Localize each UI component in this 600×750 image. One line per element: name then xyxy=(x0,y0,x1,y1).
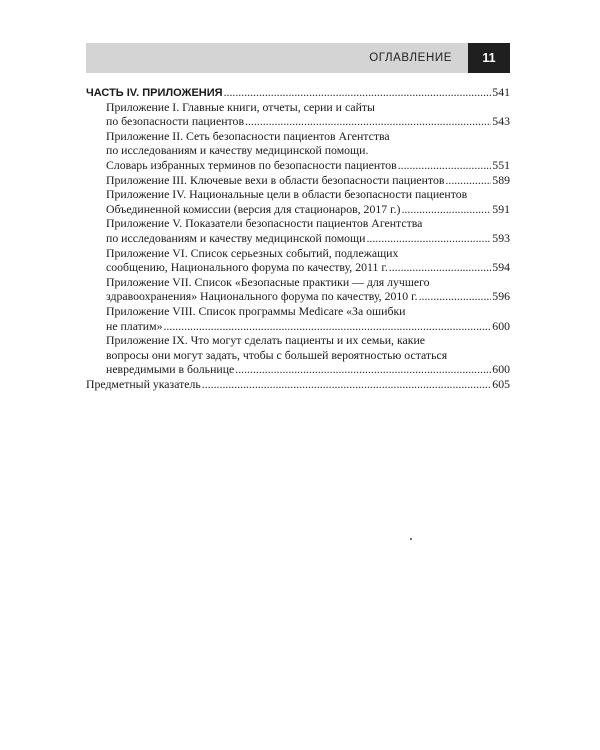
toc-entry-text: невредимыми в больнице xyxy=(106,362,235,377)
toc-page-number: 589 xyxy=(492,172,510,187)
toc-page-number: 596 xyxy=(492,289,510,304)
toc-entry-line[interactable] xyxy=(86,187,510,202)
leader-dots xyxy=(445,173,491,188)
toc-entry-text: Предметный указатель xyxy=(86,376,201,391)
table-of-contents xyxy=(86,85,510,391)
stray-dot-mark xyxy=(410,538,412,540)
leader-dots xyxy=(202,377,492,392)
leader-dots xyxy=(366,231,491,246)
toc-entry-text: сообщению, Национального форума по качеству, 2011 г. xyxy=(106,260,388,275)
toc-entry-line[interactable] xyxy=(86,158,510,173)
leader-dots xyxy=(245,114,491,129)
toc-page-number: 543 xyxy=(492,114,510,129)
toc-entry-text: Приложение IX. Что могут сделать пациенты и их семьи, какие xyxy=(106,333,426,348)
running-header xyxy=(86,43,510,73)
toc-entry-line[interactable] xyxy=(86,246,510,261)
toc-entry-line[interactable] xyxy=(86,100,510,115)
toc-page-number: 591 xyxy=(492,201,510,216)
toc-entry-line[interactable] xyxy=(86,216,510,231)
leader-dots xyxy=(163,319,491,334)
toc-page-number: 593 xyxy=(492,230,510,245)
toc-page-number: 605 xyxy=(492,376,510,391)
toc-page-number: 600 xyxy=(492,362,510,377)
toc-index-entry[interactable] xyxy=(86,377,510,392)
toc-entry-text: вопросы они могут задать, чтобы с большей вероятностью остаться xyxy=(106,347,448,362)
toc-entry-line[interactable] xyxy=(86,348,510,363)
toc-entry-text: Объединенной комиссии (версия для стационаров, 2017 г.) xyxy=(106,201,401,216)
toc-entry-text: Приложение I. Главные книги, отчеты, серии и сайты xyxy=(106,99,375,114)
toc-entry-text: Приложение II. Сеть безопасности пациентов Агентства xyxy=(106,128,390,143)
toc-page-number: 551 xyxy=(492,157,510,172)
toc-entry-text: Словарь избранных терминов по безопасности пациентов xyxy=(106,157,397,172)
toc-entry-text: по исследованиям и качеству медицинской помощи xyxy=(106,230,366,245)
toc-entry-text: Приложение VI. Список серьезных событий, подлежащих xyxy=(106,245,399,260)
toc-entry-line[interactable] xyxy=(86,362,510,377)
toc-page-number: 541 xyxy=(492,85,510,99)
leader-dots xyxy=(419,289,492,304)
toc-part-heading[interactable] xyxy=(86,85,510,100)
toc-page-number: 600 xyxy=(492,318,510,333)
toc-entry-text: здравоохранения» Национального форума по качеству, 2010 г. xyxy=(106,289,418,304)
toc-entry-text: по безопасности пациентов xyxy=(106,114,245,129)
toc-entry-line[interactable] xyxy=(86,114,510,129)
leader-dots xyxy=(235,362,491,377)
page-number: 11 xyxy=(468,43,510,73)
toc-entry-line[interactable] xyxy=(86,333,510,348)
toc-part-title: ЧАСТЬ IV. ПРИЛОЖЕНИЯ xyxy=(86,87,223,99)
leader-dots xyxy=(398,158,492,173)
toc-entry-line[interactable] xyxy=(86,129,510,144)
running-header-title: ОГЛАВЛЕНИЕ xyxy=(369,52,452,64)
toc-page-number: 594 xyxy=(492,260,510,275)
toc-entry-text: по исследованиям и качеству медицинской помощи. xyxy=(106,143,369,158)
toc-entry-text: Приложение V. Показатели безопасности пациентов Агентства xyxy=(106,216,423,231)
toc-entry-line[interactable] xyxy=(86,173,510,188)
toc-entry-line[interactable] xyxy=(86,275,510,290)
toc-entry-line[interactable] xyxy=(86,260,510,275)
toc-entry-line[interactable] xyxy=(86,202,510,217)
toc-entry-line[interactable] xyxy=(86,319,510,334)
toc-entry-line[interactable] xyxy=(86,231,510,246)
toc-entry-text: Приложение VII. Список «Безопасные практики — для лучшего xyxy=(106,274,430,289)
leader-dots xyxy=(224,85,492,100)
toc-entry-line[interactable] xyxy=(86,304,510,319)
toc-entry-text: не платим» xyxy=(106,318,163,333)
toc-entry-line[interactable] xyxy=(86,143,510,158)
toc-entry-line[interactable] xyxy=(86,289,510,304)
leader-dots xyxy=(401,202,491,217)
toc-entry-text: Приложение III. Ключевые вехи в области безопасности пациентов xyxy=(106,172,445,187)
toc-entry-text: Приложение IV. Национальные цели в области безопасности пациентов xyxy=(106,187,468,202)
leader-dots xyxy=(389,260,492,275)
toc-entry-text: Приложение VIII. Список программы Medicare «За ошибки xyxy=(106,303,406,318)
